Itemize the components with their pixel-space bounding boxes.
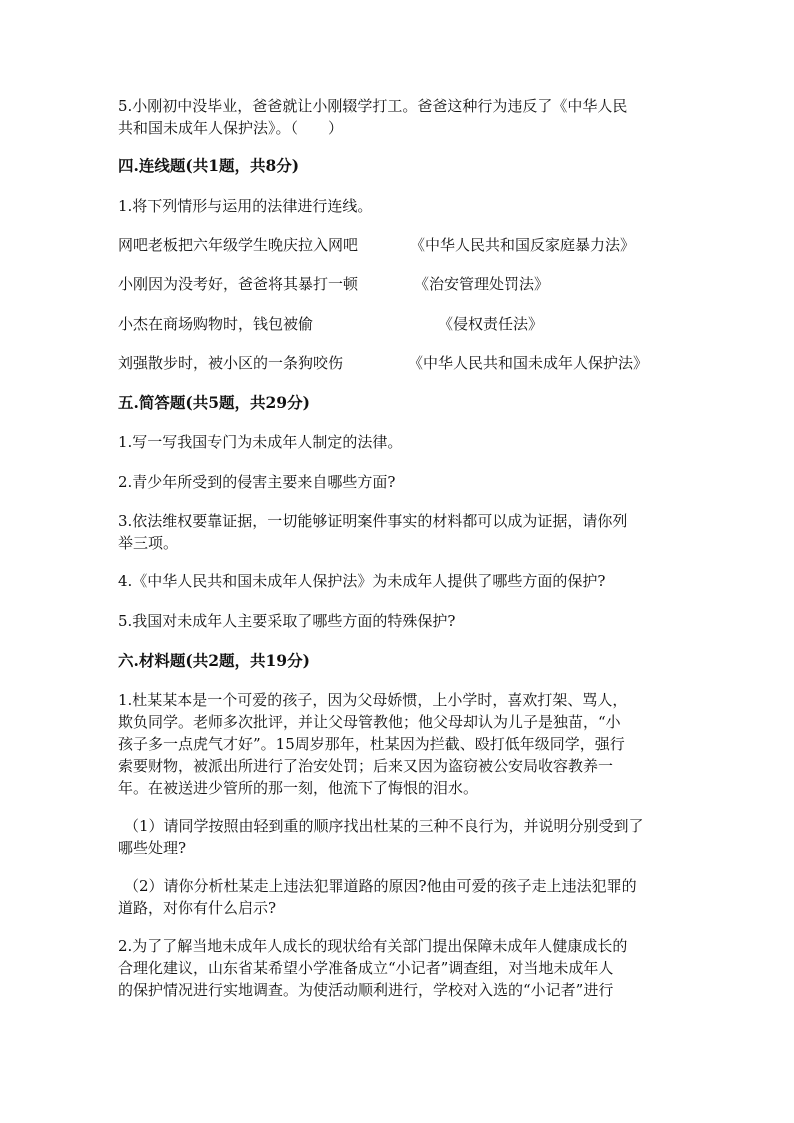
material-1-sub2-line1: （2）请你分析杜某走上违法犯罪道路的原因?他由可爱的孩子走上违法犯罪的 [124,877,637,895]
match-right-2: 《治安管理处罚法》 [414,275,550,293]
section-4-heading: 四.连线题(共1题，共8分) [118,156,300,175]
short-answer-2: 2.青少年所受到的侵害主要来自哪些方面? [118,473,396,491]
material-1-sub1-line2: 哪些处理? [118,839,187,857]
material-1-sub2-line2: 道路，对你有什么启示? [118,899,277,917]
section-5-heading: 五.简答题(共5题，共29分) [118,393,310,412]
material-1-line3: 孩子多一点虎气才好”。15周岁那年，杜某因为拦截、殴打低年级同学，强行 [118,735,625,753]
matching-question-1: 1.将下列情形与运用的法律进行连线。 [118,197,373,215]
material-2-line1: 2.为了了解当地未成年人成长的现状给有关部门提出保障未成年人健康成长的 [118,937,628,955]
match-left-1: 网吧老板把六年级学生晚庆拉入网吧 [118,236,359,254]
match-left-3: 小杰在商场购物时，钱包被偷 [118,315,314,333]
match-right-1: 《中华人民共和国反家庭暴力法》 [410,236,636,254]
short-answer-3-line1: 3.依法维权要靠证据，一切能够证明案件事实的材料都可以成为证据，请你列 [118,512,628,530]
material-1-line4: 索要财物，被派出所进行了治安处罚；后来又因为盗窃被公安局收容教养一 [118,757,614,775]
material-1-line5: 年。在被送进少管所的那一刻，他流下了悔恨的泪水。 [118,779,479,797]
short-answer-1: 1.写一写我国专门为未成年人制定的法律。 [118,433,403,451]
material-2-line2: 合理化建议，山东省某希望小学准备成立“小记者”调查组，对当地未成年人 [118,959,614,977]
material-1-line1: 1.杜某某本是一个可爱的孩子，因为父母娇惯，上小学时，喜欢打架、骂人， [118,691,628,709]
match-right-4: 《中华人民共和国未成年人保护法》 [408,354,649,372]
short-answer-4: 4.《中华人民共和国未成年人保护法》为未成年人提供了哪些方面的保护? [118,572,606,590]
section-6-heading: 六.材料题(共2题，共19分) [118,651,310,670]
match-right-3: 《侵权责任法》 [438,315,544,333]
material-1-line2: 欺负同学。老师多次批评，并让父母管教他；他父母却认为儿子是独苗，“小 [118,713,621,731]
material-1-sub1-line1: （1）请同学按照由轻到重的顺序找出杜某的三种不良行为，并说明分别受到了 [124,817,644,835]
material-2-line3: 的保护情况进行实地调查。为使活动顺利进行，学校对入选的“小记者”进行 [118,981,614,999]
match-left-4: 刘强散步时，被小区的一条狗咬伤 [118,354,344,372]
short-answer-3-line2: 举三项。 [118,534,179,552]
match-left-2: 小刚因为没考好，爸爸将其暴打一顿 [118,275,359,293]
short-answer-5: 5.我国对未成年人主要采取了哪些方面的特殊保护? [118,612,456,630]
tf-question-5-line2: 共和国未成年人保护法》。（ ） [118,119,344,137]
tf-question-5-line1: 5.小刚初中没毕业，爸爸就让小刚辍学打工。爸爸这种行为违反了《中华人民 [118,97,628,115]
